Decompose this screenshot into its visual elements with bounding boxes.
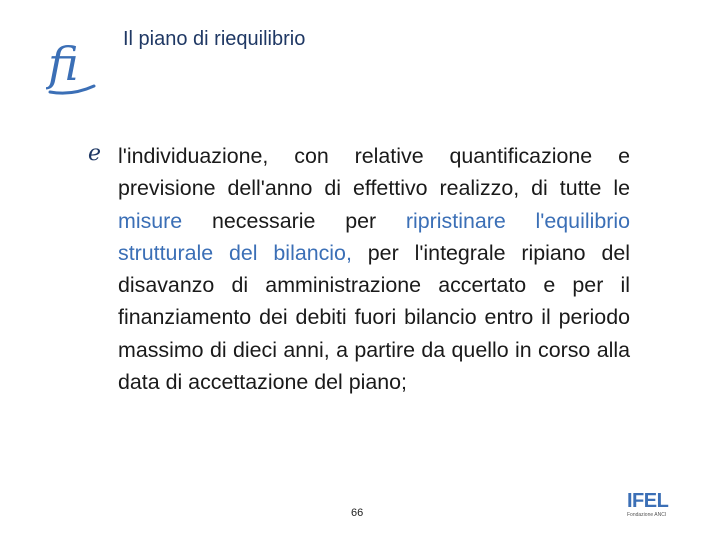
highlight-ripristinare: ripristinare l'equilibrio strutturale del bilancio,: [118, 208, 630, 265]
text-segment: per l'integrale ripiano del disavanzo di amministrazione accertato e per il finanziamento dei debiti fuori bilancio entro il periodo massimo di dieci anni, a partire da quello in corso alla data di accettazione del piano;: [118, 240, 630, 395]
ifel-brand: IFEL: [627, 490, 669, 512]
ifel-brand-sub: Fondazione ANCI: [627, 512, 667, 518]
e-curl-bullet-icon: ℯ: [88, 141, 102, 166]
text-segment: necessarie per: [182, 208, 406, 233]
fi-logo: [46, 30, 102, 102]
text-segment: l'individuazione, con relative quantificazione e previsione dell'anno di effettivo realizzo, di tutte le: [118, 144, 630, 201]
highlight-misure: misure: [118, 208, 183, 233]
page-number: 66: [351, 507, 364, 519]
bullet-paragraph: [118, 140, 630, 398]
page-title: Il piano di riequilibrio: [123, 28, 306, 50]
logo-glyph: fi: [48, 37, 79, 91]
ifel-logo: [627, 490, 671, 524]
